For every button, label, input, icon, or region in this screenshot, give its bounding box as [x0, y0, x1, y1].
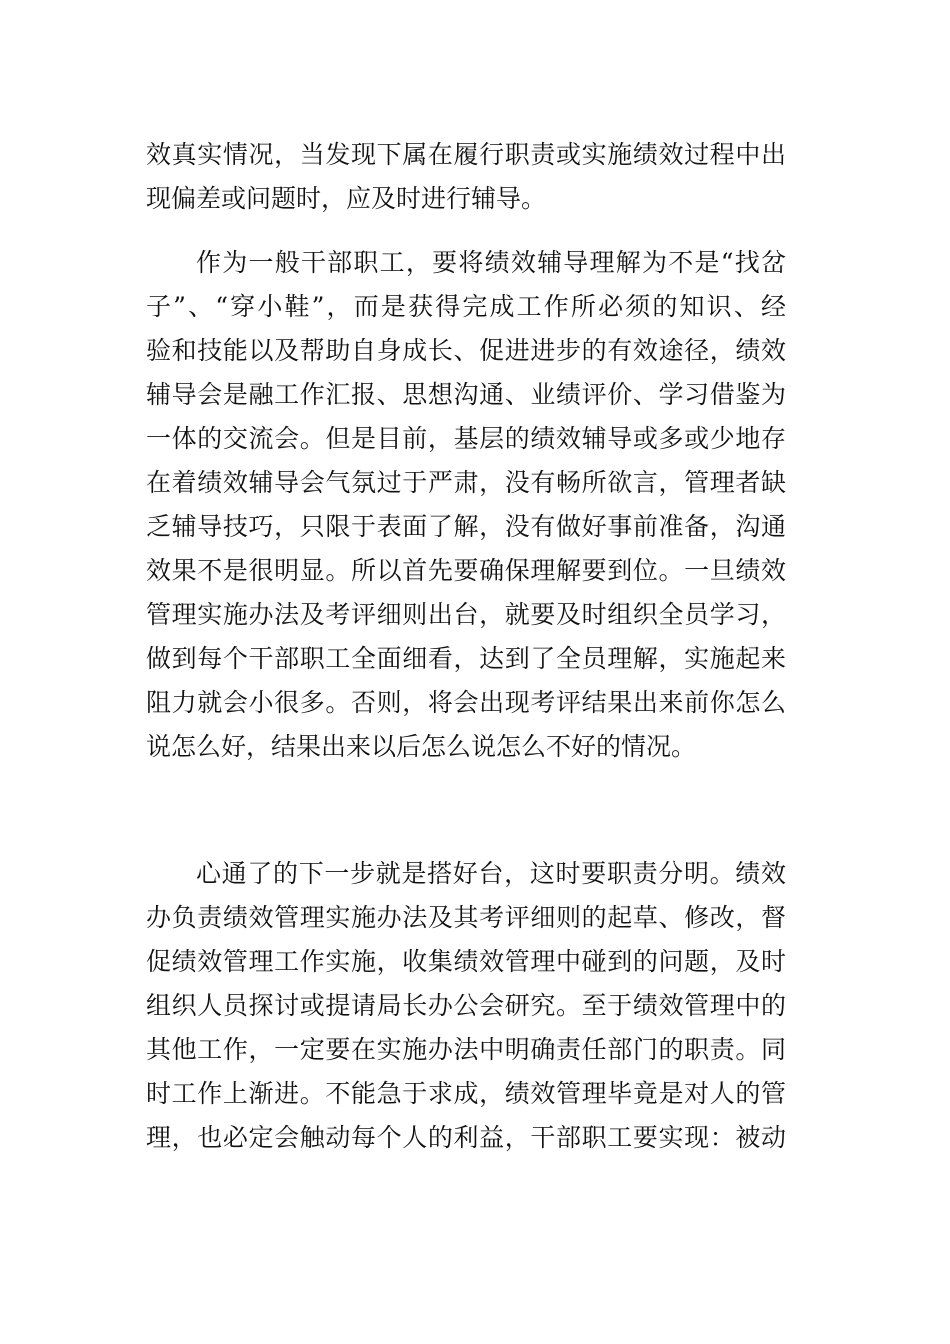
paragraph-line: 子”、“穿小鞋”，而是获得完成工作所必须的知识、经 — [146, 292, 786, 321]
paragraph-line: 验和技能以及帮助自身成长、促进进步的有效途径，绩效 — [146, 336, 786, 365]
paragraph-line: 时工作上渐进。不能急于求成，绩效管理毕竟是对人的管 — [146, 1079, 786, 1108]
paragraph-line: 组织人员探讨或提请局长办公会研究。至于绩效管理中的 — [146, 991, 786, 1020]
paragraph-1 — [146, 133, 786, 221]
paragraph-line: 做到每个干部职工全面细看，达到了全员理解，实施起来 — [146, 644, 786, 673]
paragraph-line: 其他工作，一定要在实施办法中明确责任部门的职责。同 — [146, 1035, 786, 1064]
paragraph-line: 效果不是很明显。所以首先要确保理解要到位。一旦绩效 — [146, 556, 786, 585]
paragraph-line: 乏辅导技巧，只限于表面了解，没有做好事前准备，沟通 — [146, 512, 786, 541]
paragraph-line: 办负责绩效管理实施办法及其考评细则的起草、修改，督 — [146, 903, 786, 932]
paragraph-line: 辅导会是融工作汇报、思想沟通、业绩评价、学习借鉴为 — [146, 380, 786, 409]
paragraph-line: 阻力就会小很多。否则，将会出现考评结果出来前你怎么 — [146, 688, 786, 717]
paragraph-line: 效真实情况，当发现下属在履行职责或实施绩效过程中出 — [146, 140, 786, 169]
paragraph-line: 说怎么好，结果出来以后怎么说怎么不好的情况。 — [146, 732, 697, 761]
paragraph-line: 在着绩效辅导会气氛过于严肃，没有畅所欲言，管理者缺 — [146, 468, 786, 497]
paragraph-line: 作为一般干部职工，要将绩效辅导理解为不是“找岔 — [196, 248, 786, 277]
paragraph-2 — [146, 241, 786, 769]
paragraph-3 — [146, 852, 786, 1160]
paragraph-line: 管理实施办法及考评细则出台，就要及时组织全员学习， — [146, 600, 786, 629]
paragraph-line: 理，也必定会触动每个人的利益，干部职工要实现：被动 — [146, 1123, 786, 1152]
paragraph-line: 现偏差或问题时，应及时进行辅导。 — [146, 184, 547, 213]
paragraph-line: 心通了的下一步就是搭好台，这时要职责分明。绩效 — [196, 859, 786, 888]
paragraph-line: 促绩效管理工作实施，收集绩效管理中碰到的问题，及时 — [146, 947, 786, 976]
paragraph-line: 一体的交流会。但是目前，基层的绩效辅导或多或少地存 — [146, 424, 786, 453]
